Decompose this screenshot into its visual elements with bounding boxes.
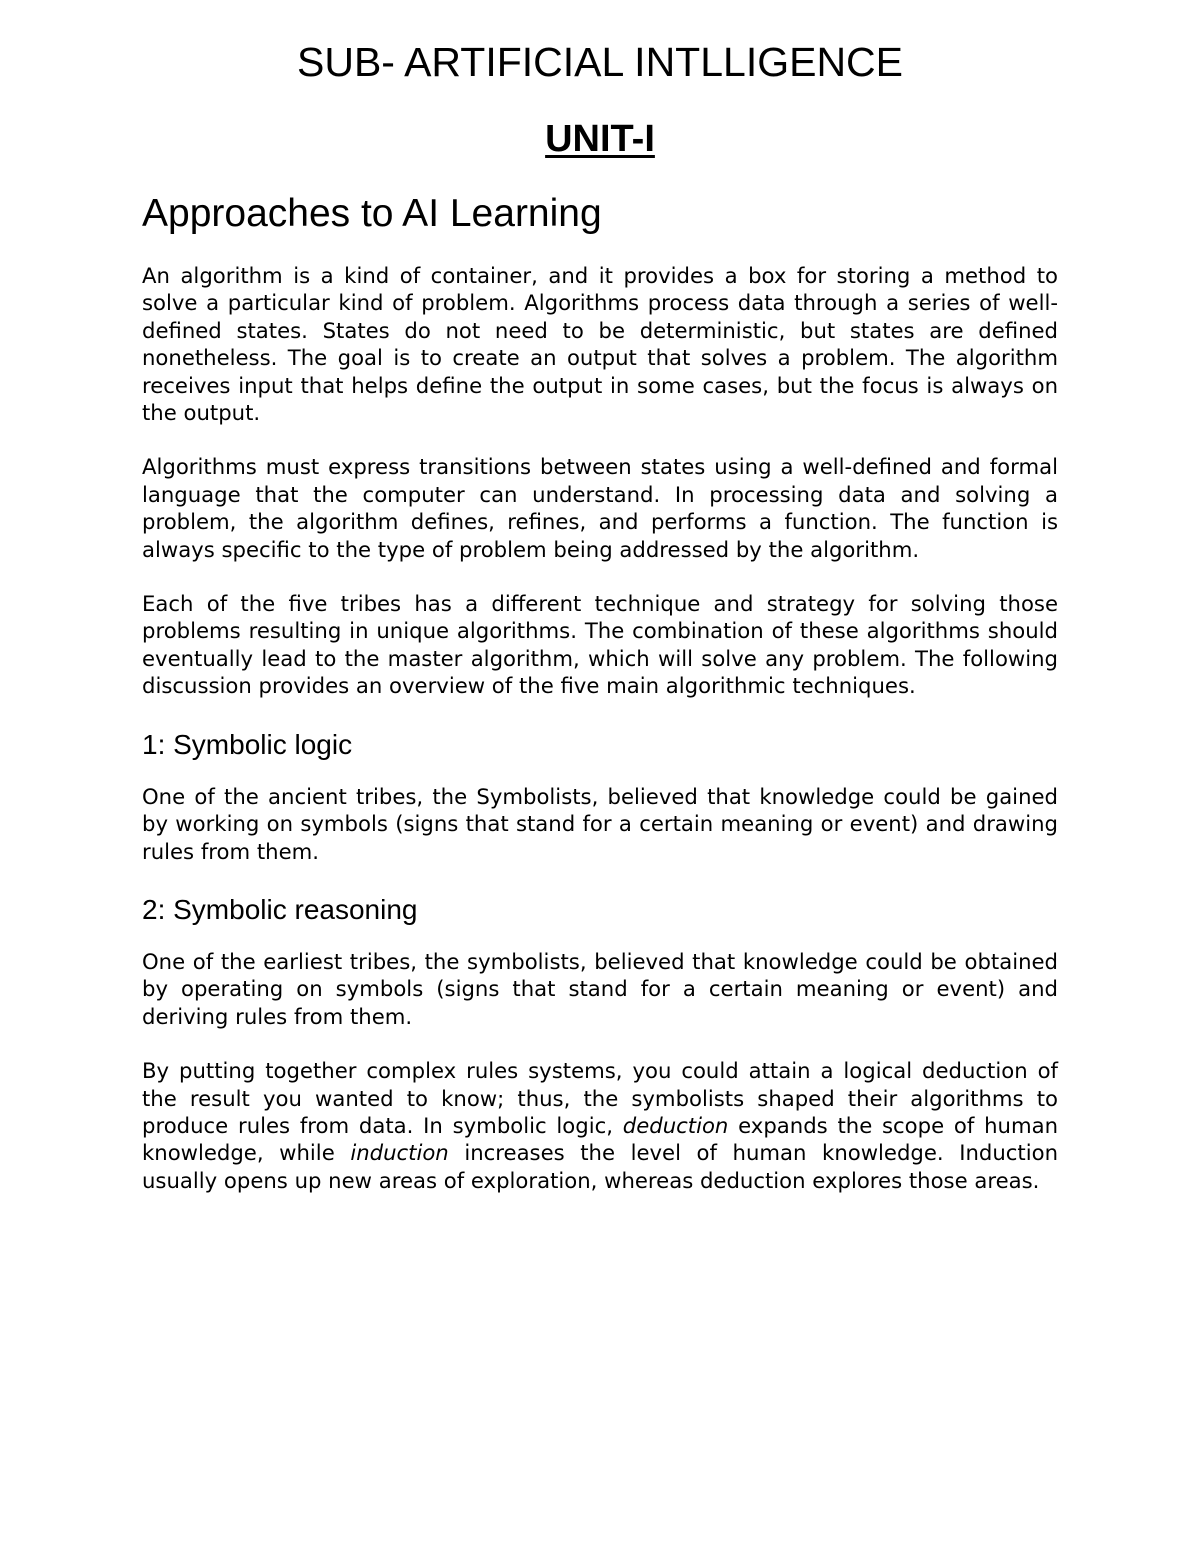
heading-symbolic-logic: 1: Symbolic logic	[142, 728, 353, 760]
paragraph-text: By putting together complex rules systems, you could attain a logical deduction of the result you wanted to know; thus, the symbolists shaped their algorithms to produce rules from data. In symbolic logic,	[142, 1058, 1058, 1138]
deduction-term: deduction	[622, 1112, 729, 1138]
symbolic-reasoning-paragraph: One of the earliest tribes, the symbolists, believed that knowledge could be obtained by operating on symbols (signs that stand for a certain meaning or event) and deriving rules from them.	[142, 948, 1058, 1029]
paragraph-text: increases the level of human knowledge. Induction usually opens up new areas of exploration, whereas deduction explores those areas.	[142, 1140, 1058, 1193]
induction-term: induction	[350, 1140, 449, 1166]
document-title: SUB- ARTIFICIAL INTLLIGENCE	[296, 39, 904, 85]
document-body	[142, 190, 1058, 1221]
intro-paragraph-1: An algorithm is a kind of container, and it provides a box for storing a method to solve a particular kind of problem. Algorithms process data through a series of well-defined states. States do not need to be deterministic, but states are defined nonetheless. The goal is to create an output that solves a problem. The algorithm receives input that helps define the output in some cases, but the focus is always on the output.	[142, 263, 1058, 426]
section-heading-approaches: Approaches to AI Learning	[142, 192, 602, 235]
intro-paragraph-2: Algorithms must express transitions between states using a well-defined and formal language that the computer can understand. In processing data and solving a problem, the algorithm defines, refines, and performs a function. The function is always specific to the type of problem being addressed by the algorithm.	[142, 454, 1058, 562]
symbolic-logic-paragraph: One of the ancient tribes, the Symbolists, believed that knowledge could be gained by working on symbols (signs that stand for a certain meaning or event) and drawing rules from them.	[142, 783, 1058, 864]
heading-symbolic-reasoning: 2: Symbolic reasoning	[142, 893, 418, 925]
unit-title: UNIT-I	[545, 118, 655, 160]
intro-paragraph-3: Each of the five tribes has a different technique and strategy for solving those problems resulting in unique algorithms. The combination of these algorithms should eventually lead to the master algorithm, which will solve any problem. The following discussion provides an overview of the five main algorithmic techniques.	[142, 591, 1058, 699]
deduction-induction-paragraph	[142, 1057, 1058, 1194]
paragraph-text: expands the scope of human knowledge, while	[142, 1112, 1058, 1166]
